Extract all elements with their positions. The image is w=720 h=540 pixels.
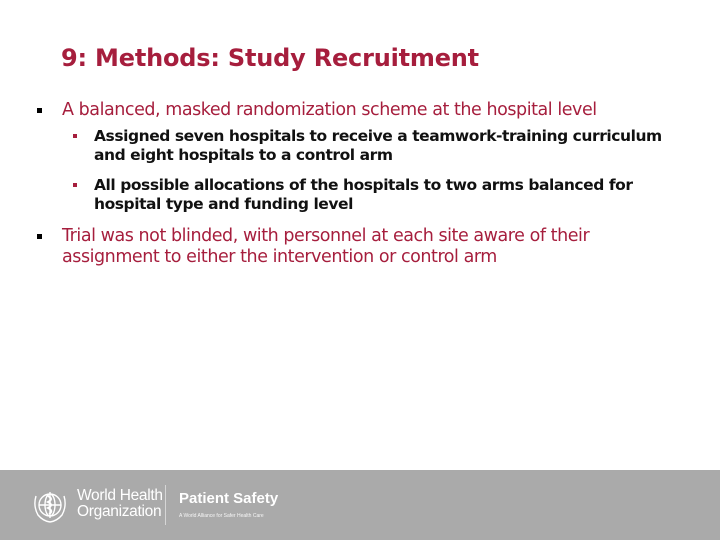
sub-bullet-square-icon	[73, 183, 77, 187]
footer-divider	[165, 485, 166, 525]
who-wordmark	[77, 488, 163, 520]
bullet-2-line1: Trial was not blinded, with personnel at each site aware of their	[62, 226, 590, 246]
slide-title: 9: Methods: Study Recruitment	[61, 44, 479, 72]
sub-bullet-1-line1: Assigned seven hospitals to receive a teamwork-training curriculum	[94, 127, 662, 145]
footer-band	[0, 470, 720, 540]
org-line2: Organization	[77, 503, 162, 520]
bullet-square-icon	[37, 234, 42, 239]
org-line1: World Health	[77, 487, 163, 504]
bullet-1-text: A balanced, masked randomization scheme at the hospital level	[62, 100, 597, 120]
sub-bullet-square-icon	[73, 134, 77, 138]
sub-bullet-1	[94, 127, 694, 165]
sub-bullet-2	[94, 176, 694, 214]
who-emblem-icon	[30, 486, 70, 526]
bullet-1	[62, 100, 702, 121]
sub-bullet-2-line2: hospital type and funding level	[94, 195, 353, 213]
bullet-2	[62, 226, 702, 268]
bullet-2-line2: assignment to either the intervention or control arm	[62, 247, 497, 267]
program-tagline: A World Alliance for Safer Health Care	[179, 513, 264, 519]
program-title: Patient Safety	[179, 490, 279, 507]
sub-bullet-1-line2: and eight hospitals to a control arm	[94, 146, 393, 164]
bullet-square-icon	[37, 108, 42, 113]
sub-bullet-2-line1: All possible allocations of the hospitals to two arms balanced for	[94, 176, 633, 194]
